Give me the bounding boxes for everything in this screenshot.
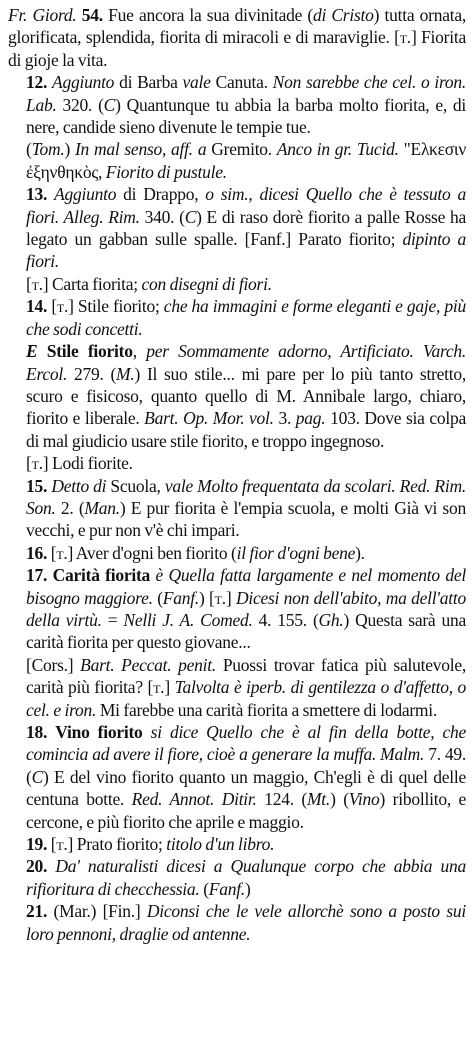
entry-14-c: [t.] Lodi fiorite. — [26, 453, 133, 474]
entry-17-b: [Cors.] Bart. Peccat. penit. Puossi trovar fatica più salutevole, carità più fiorita? [t.] Talvolta è iperb. di gentilezza o d'affetto, o cel. e iron. Mi farebbe una carità fiorita a smettere di lodarmi. — [26, 654, 467, 720]
entry-prelude: Fr. Giord. 54. Fue ancora la sua divinitade (di Cristo) tutta ornata, glorificata, splendida, fiorita di miracoli e di maraviglie. [t.] Fiorita di gioje la vita. — [8, 5, 466, 70]
entry-14: 14. [t.] Stile fiorito; che ha immagini e forme eleganti e gaje, più che sodi concetti. — [26, 296, 466, 339]
entry-15: 15. Detto di Scuola, vale Molto frequentata da scolari. Red. Rim. Son. 2. (Man.) E pur fiorita è l'empia scuola, e molti Già vi son vecchi, e pur non v'è chi impari. — [26, 475, 466, 541]
entry-14-b: E Stile fiorito, per Sommamente adorno, Artificiato. Varch. Ercol. 279. (M.) Il suo stile... mi pare per lo più tanto stretto, scuro e fisicoso, quanto quello di M. Annibale largo, chiaro, fiorito e liberale. Bart. Op. Mor. vol. 3. pag. 103. Dove sia colpa di mal giudicio usare stile fiorito, e troppo ingegnoso. — [26, 341, 467, 451]
entry-18: 18. Vino fiorito si dice Quello che è al fin della botte, che comincia ad avere il fiore, cioè a generare la muffa. Malm. 7. 49. (C) E del vino fiorito quanto un maggio, Ch'egli è di quel delle centuna botte. Red. Annot. Ditir. 124. (Mt.) (Vino) ribollito, e cercone, e più fiorito che aprile e maggio. — [26, 722, 467, 832]
entry-13: 13. Aggiunto di Drappo, o sim., dicesi Quello che è tessuto a fiori. Alleg. Rim. 340. (C) E di raso dorè fiorito a palle Rosse ha legato un gabban sulle spalle. [Fanf.] Parato fiorito; dipinto a fiori. — [26, 184, 466, 272]
citation-fr-giord: Fr. Giord. — [8, 5, 77, 25]
entry-21: 21. (Mar.) [Fin.] Diconsi che le vele allorchè sono a posto sui loro pennoni, draglie od antenne. — [26, 901, 466, 944]
entry-13-b: [t.] Carta fiorita; con disegni di fiori. — [26, 273, 272, 294]
entry-19: 19. [t.] Prato fiorito; titolo d'un libro. — [26, 834, 275, 855]
entry-20: 20. Da' naturalisti dicesi a Qualunque corpo che abbia una rifioritura di checchessia. (Fanf.) — [26, 856, 467, 899]
entry-12-b: (Tom.) In mal senso, aff. a Gremito. Anco in gr. Tucid. "Ελκεσιν ἐξηνθηκὸς, Fiorito di pustule. — [26, 139, 467, 182]
entry-12: 12. Aggiunto di Barba vale Canuta. Non sarebbe che cel. o iron. Lab. 320. (C) Quantunque tu abbia la barba molto fiorita, e, di nere, candide sieno divenute le tempie tue. — [26, 72, 467, 138]
entry-16: 16. [t.] Aver d'ogni ben fiorito (il fior d'ogni bene). — [26, 542, 365, 563]
entry-17: 17. Carità fiorita è Quella fatta largamente e nel momento del bisogno maggiore. (Fanf.) [t.] Dicesi non dell'abito, ma dell'atto della virtù. = Nelli J. A. Comed. 4. 155. (Gh.) Questa sarà una carità fiorita per questo giovane... — [26, 565, 467, 653]
